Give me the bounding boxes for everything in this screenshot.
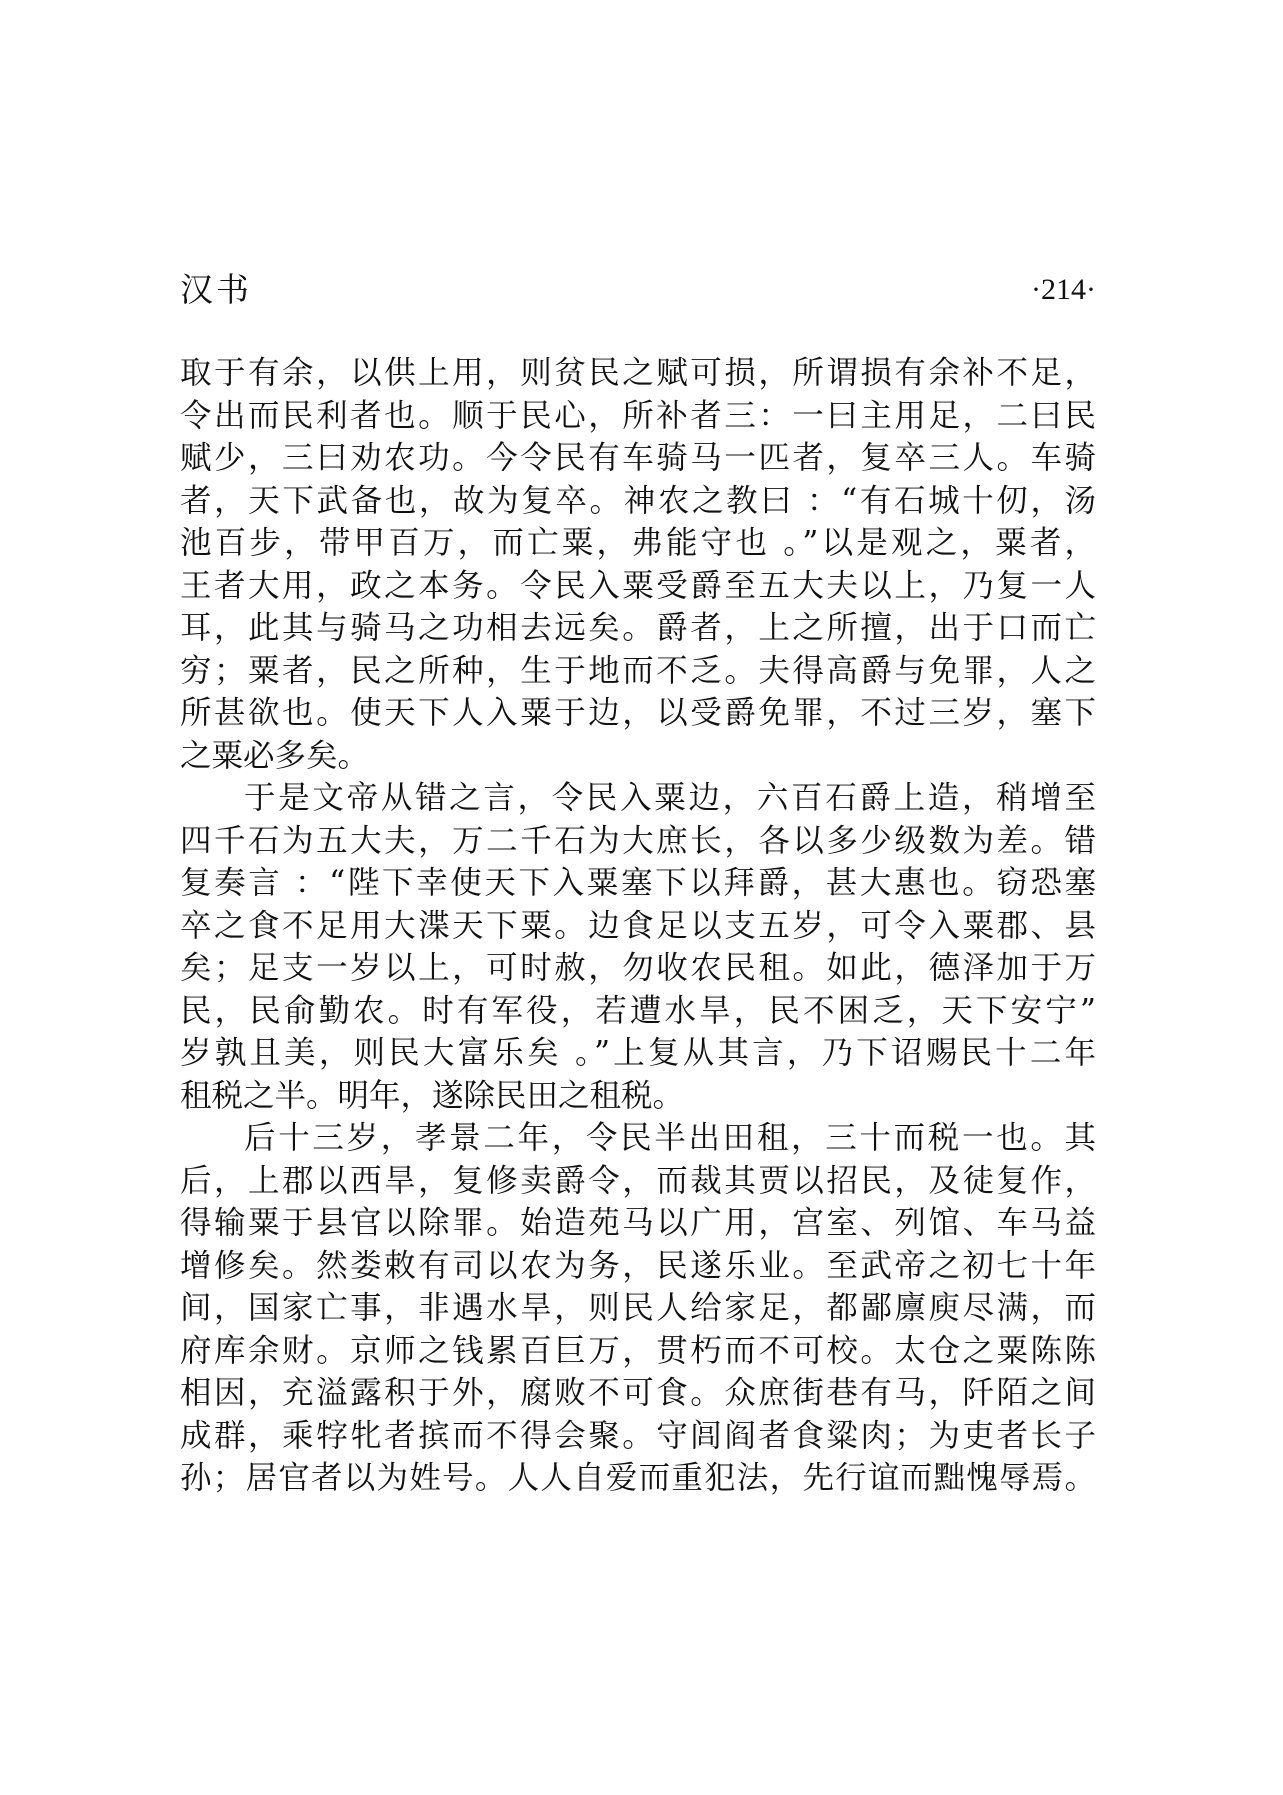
text-line: 取于有余，以供上用，则贫民之赋可损，所谓损有余补不足， — [180, 355, 1099, 391]
text-line: 相因，充溢露积于外，腐败不可食。众庶街巷有马，阡陌之间 — [180, 1375, 1099, 1411]
text-line: 民，民俞勤农。时有军役，若遭水旱，民不困乏，天下安宁” — [180, 992, 1100, 1029]
text-line: 王者大用，政之本务。令民入粟受爵至五大夫以上，乃复一人 — [180, 567, 1099, 604]
book-title: 汉书 — [180, 270, 252, 309]
text-line: 府库余财。京师之钱累百巨万，贯朽而不可校。太仓之粟陈陈 — [180, 1332, 1099, 1369]
text-line: 池百步，带甲百万，而亡粟，弗能守也 。”以是观之，粟者， — [180, 525, 1100, 561]
text-line: 之粟必多矣。 — [180, 737, 370, 774]
text-line: 赋少，三曰劝农功。今令民有车骑马一匹者，复卒三人。车骑 — [180, 440, 1099, 476]
text-line: 间，国家亡事，非遇水旱，则民人给家足，都鄙廪庾尽满，而 — [180, 1290, 1099, 1326]
text-line: 四千石为五大夫，万二千石为大庶长，各以多少级数为差。错 — [180, 822, 1099, 859]
text-line: 后，上郡以西旱，复修卖爵令，而裁其贾以招民，及徒复作， — [180, 1162, 1099, 1199]
text-line: 卒之食不足用大渫天下粟。边食足以支五岁，可令入粟郡、县 — [180, 907, 1099, 944]
text-line: 租税之半。明年，遂除民田之租税。 — [180, 1077, 685, 1114]
text-line: 复奏言 ：“陛下幸使天下入粟塞下以拜爵，甚大惠也。窃恐塞 — [180, 865, 1099, 901]
text-line: 后十三岁，孝景二年，令民半出田租，三十而税一也。其 — [244, 1120, 1099, 1156]
text-line: 增修矣。然娄敕有司以农为务，民遂乐业。至武帝之初七十年 — [180, 1247, 1099, 1284]
text-line: 于是文帝从错之言，令民入粟边，六百石爵上造，稍增至 — [244, 780, 1099, 816]
text-line: 得输粟于县官以除罪。始造苑马以广用，宫室、列馆、车马益 — [180, 1205, 1099, 1241]
text-line: 令出而民利者也。顺于民心，所补者三：一曰主用足，二曰民 — [180, 397, 1099, 434]
text-line: 耳，此其与骑马之功相去远矣。爵者，上之所擅，出于口而亡 — [180, 610, 1099, 646]
body-text — [180, 352, 1100, 1500]
text-line: 孙；居官者以为姓号。人人自爱而重犯法，先行谊而黜愧辱焉。 — [180, 1460, 1098, 1496]
text-line: 者，天下武备也，故为复卒。神农之教曰 ：“有石城十仞，汤 — [180, 482, 1099, 519]
page-header — [180, 266, 1096, 314]
text-line: 矣；足支一岁以上，可时赦，勿收农民租。如此，德泽加于万 — [180, 950, 1099, 986]
page-number: ·214· — [1031, 273, 1096, 306]
text-line: 所甚欲也。使天下人入粟于边，以受爵免罪，不过三岁，塞下 — [180, 695, 1099, 731]
text-line: 岁孰且美，则民大富乐矣 。”上复从其言，乃下诏赐民十二年 — [180, 1035, 1100, 1071]
text-line: 穷；粟者，民之所种，生于地而不乏。夫得高爵与免罪，人之 — [180, 652, 1099, 689]
text-line: 成群，乘牸牝者摈而不得会聚。守闾阎者食粱肉；为吏者长子 — [180, 1417, 1099, 1454]
